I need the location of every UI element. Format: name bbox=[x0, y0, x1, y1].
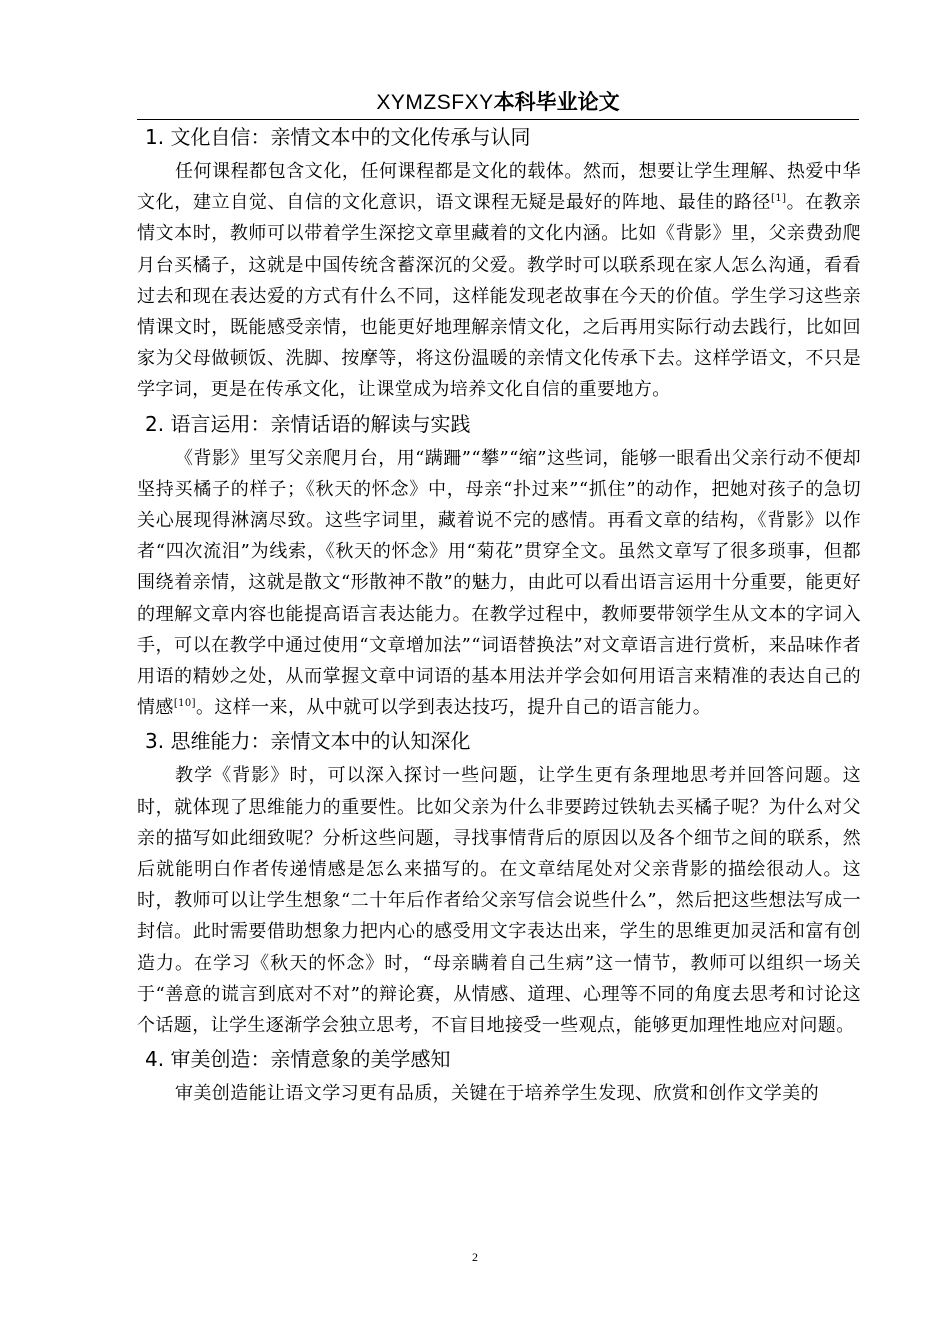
header-latin-text: XYMZSFXY bbox=[376, 91, 494, 114]
document-body bbox=[137, 119, 861, 1109]
paragraph-culture bbox=[137, 156, 861, 406]
section-heading-culture: 1. 文化自信：亲情文本中的文化传承与认同 bbox=[145, 125, 531, 149]
paragraph-language bbox=[137, 443, 861, 724]
citation-marker: [10] bbox=[173, 698, 196, 710]
paragraph-aesthetics bbox=[137, 1078, 861, 1109]
paragraph-text: 教学《背影》时，可以深入探讨一些问题，让学生更有条理地思考并回答问题。这时，就体现了思维能力的重要性。比如父亲为什么非要跨过铁轨去买橘子呢？为什么对父亲的描写如此细致呢？分析这些问题，寻找事情背后的原因以及各个细节之间的联系，然后就能明白作者传递情感是怎么来描写的。在文章结尾处对父亲背影的描绘很动人。这时，教师可以让学生想象“二十年后作者给父亲写信会说些什么”，然后把这些想法写成一封信。此时需要借助想象力把内心的感受用文字表达出来，学生的思维更加灵活和富有创造力。在学习《秋天的怀念》时，“母亲瞒着自己生病”这一情节，教师可以组织一场关于“善意的谎言到底对不对”的辩论赛，从情感、道理、心理等不同的角度去思考和讨论这个话题，让学生逐渐学会独立思考，不盲目地接受一些观点，能够更加理性地应对问题。 bbox=[137, 765, 861, 1037]
citation-marker: [1] bbox=[771, 193, 787, 205]
section-heading-thinking: 3. 思维能力：亲情文本中的认知深化 bbox=[145, 729, 471, 754]
section-heading-language: 2. 语言运用：亲情话语的解读与实践 bbox=[145, 411, 471, 436]
paragraph-text: 《背影》里写父亲爬月台，用“蹒跚”“攀”“缩”这些词，能够一眼看出父亲行动不便却坚持买橘子的样子；《秋天的怀念》中，母亲“扑过来”“抓住”的动作，把她对孩子的急切关心展现得淋漓尽致。这些字词里，藏着说不完的感情。再看文章的结构，《背影》以作者“四次流泪”为线索，《秋天的怀念》用“菊花”贯穿全文。虽然文章写了很多琐事，但都围绕着亲情，这就是散文“形散神不散”的魅力，由此可以看出语言运用十分重要，能更好的理解文章内容也能提高语言表达能力。在教学过程中，教师要带领学生从文本的字词入手，可以在教学中通过使用“文章增加法”“词语替换法”对文章语言进行赏析，来品味作者用语的精妙之处，从而掌握文章中词语的基本用法并学会如何用语言来精准的表达自己的情感 bbox=[137, 447, 861, 719]
paragraph-thinking bbox=[137, 760, 861, 1041]
page-number: 2 bbox=[472, 1250, 478, 1264]
paragraph-text: 。在教亲情文本时，教师可以带着学生深挖文章里藏着的文化内涵。比如《背影》里，父亲费劲爬月台买橘子，这就是中国传统含蓄深沉的父爱。教学时可以联系现在家人怎么沟通，看看过去和现在表达爱的方式有什么不同，这样能发现老故事在今天的价值。学生学习这些亲情课文时，既能感受亲情，也能更好地理解亲情文化，之后再用实际行动去践行，比如回家为父母做顿饭、洗脚、按摩等，将这份温暖的亲情文化传承下去。这样学语文，不只是学字词，更是在传承文化，让课堂成为培养文化自信的重要地方。 bbox=[137, 192, 861, 401]
paragraph-text: 。这样一来，从中就可以学到表达技巧，提升自己的语言能力。 bbox=[195, 697, 712, 719]
header-chinese-text: 本科毕业论文 bbox=[493, 90, 620, 114]
section-heading-aesthetics: 4. 审美创造：亲情意象的美学感知 bbox=[145, 1047, 451, 1072]
paragraph-text: 审美创造能让语文学习更有品质，关键在于培养学生发现、欣赏和创作文学美的 bbox=[175, 1083, 819, 1105]
paragraph-text: 任何课程都包含文化，任何课程都是文化的载体。然而，想要让学生理解、热爱中华文化，建立自觉、自信的文化意识，语文课程无疑是最好的阵地、最佳的路径 bbox=[137, 161, 861, 214]
page-header bbox=[137, 86, 859, 120]
